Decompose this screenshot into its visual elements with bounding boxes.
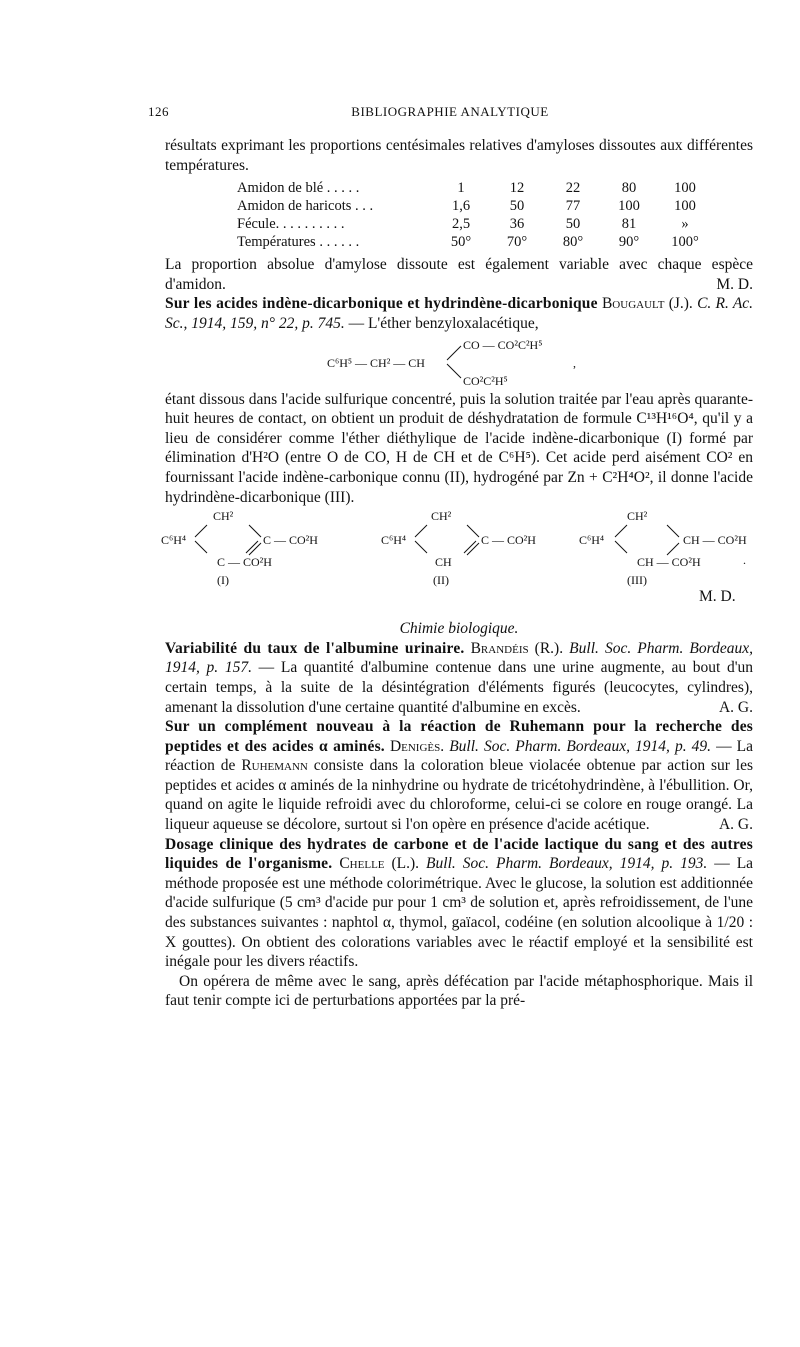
- structure-1-left: C⁶H⁴: [161, 533, 187, 548]
- amidon-cell: 22: [565, 180, 581, 197]
- article-title: Variabilité du taux de l'albumine urinaire.: [165, 639, 465, 657]
- running-title: BIBLIOGRAPHIE ANALYTIQUE: [351, 104, 549, 119]
- article-author: Bougault (J.).: [601, 295, 693, 313]
- article-albumine: [165, 639, 753, 717]
- structure-3-top: CH²: [627, 509, 648, 524]
- amidon-row-label: Amidon de blé . . . . .: [237, 180, 360, 197]
- article-body-start: — La réaction de: [165, 737, 754, 775]
- amidon-cell: 77: [565, 198, 581, 215]
- structure-3-bottom: CH — CO²H: [637, 555, 701, 570]
- amidon-cell: 12: [509, 180, 525, 197]
- structure-end-period: .: [743, 553, 746, 568]
- article-body: — La quantité d'albumine contenue dans une urine augmente, au bout d'un certain temps, à la suite de la désintégration d'éléments figurés (leucocytes, cylindres), amenant la dissolution d'une certaine quantité d'albumine en excès.: [165, 659, 754, 716]
- structure-2-label: (II): [433, 573, 449, 588]
- amidon-table-row: [237, 215, 713, 233]
- article-body-rest: consiste dans la coloration bleue violacée obtenue par action sur les peptides et acides α aminés de la ninhydrine ou hydrate de tricétohydrindène, à l'ébullition. Or, quand on agite le liquide refroidi avec du chloroforme, celui-ci se colore en rouge orangé. La liqueur aqueuse se décolore, surtout si l'on opère en présence d'acide acétique.: [165, 757, 754, 834]
- structure-2-top: CH²: [431, 509, 452, 524]
- article-dosage-continued: On opérera de même avec le sang, après défécation par l'acide métaphosphorique. Mais il faut tenir compte ici de perturbations apportées par la pré-: [165, 972, 753, 1010]
- signature: M. D.: [716, 275, 753, 293]
- structure-1-right: C — CO²H: [263, 533, 318, 548]
- amylose-note-text: La proportion absolue d'amylose dissoute est également variable avec chaque espèce d'amidon.: [165, 256, 753, 293]
- amidon-cell: 90°: [618, 234, 640, 251]
- article-title: Sur un complément nouveau à la réaction de Ruhemann pour la recherche des peptides et des acides α aminés.: [165, 718, 753, 755]
- page-number: 126: [148, 104, 169, 119]
- amidon-table: [237, 179, 713, 251]
- article-ruhemann: [165, 717, 753, 835]
- running-header: [148, 104, 752, 124]
- amidon-row-label: Amidon de haricots . . .: [237, 198, 374, 215]
- structure-3-left: C⁶H⁴: [579, 533, 605, 548]
- formula-left: C⁶H⁵ — CH² — CH: [327, 355, 425, 370]
- amidon-cell: 2,5: [451, 216, 471, 233]
- benzyloxalacetic-formula: [165, 334, 753, 390]
- amidon-cell: 70°: [506, 234, 528, 251]
- amidon-row-label: Fécule. . . . . . . . . .: [237, 216, 345, 233]
- article-dosage: [165, 835, 753, 972]
- article-body: — La méthode proposée est une méthode colorimétrique. Avec le glucose, la solution est additionnée d'acide sulfurique (5 cm³ d'acide pur pour 1 cm³ de solution et, après refroidissement, de l'une des substances suivantes : naphtol α, thymol, gaïacol, codéine (en solution alcoolique à 1/20 : X gouttes). On obtient des colorations variables avec le réactif employé et la sensibilité est inégale pour les divers réactifs.: [165, 855, 754, 971]
- amidon-cell: 100°: [671, 234, 699, 251]
- structure-2-left: C⁶H⁴: [381, 533, 407, 548]
- amidon-cell: 1: [457, 180, 465, 197]
- amidon-cell: 100: [618, 198, 640, 215]
- article-reference: Bull. Soc. Pharm. Bordeaux, 1914, p. 193.: [426, 855, 708, 873]
- structure-2-bottom: CH: [435, 555, 452, 570]
- intro-paragraph: résultats exprimant les proportions centésimales relatives d'amyloses dissoutes aux différentes températures.: [165, 137, 753, 174]
- structure-2-right: C — CO²H: [481, 533, 536, 548]
- amidon-cell: 81: [621, 216, 637, 233]
- amidon-table-row: [237, 179, 713, 197]
- article-title: Dosage clinique des hydrates de carbone et de l'acide lactique du sang et des autres liquides de l'organisme.: [165, 835, 753, 873]
- structure-1-top: CH²: [213, 509, 234, 524]
- article-indene: [165, 294, 753, 333]
- amidon-cell: 50: [565, 216, 581, 233]
- article-reference: C. R. Ac. Sc., 1914, 159, n° 22, p. 745.: [165, 295, 754, 332]
- amidon-cell: »: [681, 216, 689, 233]
- amidon-cell: 50°: [450, 234, 472, 251]
- structure-formulas: [161, 507, 753, 619]
- amidon-cell: 100: [674, 180, 696, 197]
- formula-bottom-branch: CO²C²H⁵: [463, 373, 508, 388]
- amylose-note: [165, 255, 753, 294]
- amidon-table-row: [237, 233, 713, 251]
- cited-author: Ruhemann: [241, 757, 308, 775]
- article-title: Sur les acides indène-dicarbonique et hydrindène-dicarbonique: [165, 295, 598, 313]
- signature: A. G.: [718, 698, 753, 716]
- article-indene-body: étant dissous dans l'acide sulfurique concentré, puis la solution traitée par l'eau après quarante-huit heures de contact, on obtient un produit de déshydratation de formule C¹³H¹⁶O⁴, qu'il y a lieu de considérer comme l'éther diéthylique de l'acide indène-dicarbonique (I) formé par élimination d'H²O (entre O de CO, H de CH et de C⁶H⁵). Cet acide perd aisément CO² en fournissant l'acide indène-carbonique connu (II), hydrogéné par Zn + C²H⁴O², il donne l'acide hydrindène-dicarbonique (III).: [165, 390, 753, 506]
- amidon-cell: 80°: [562, 234, 584, 251]
- formula-top-branch: CO — CO²C²H⁵: [463, 337, 543, 352]
- signature: A. G.: [718, 816, 753, 834]
- amidon-cell: 36: [509, 216, 525, 233]
- structure-1-bottom: C — CO²H: [217, 555, 272, 570]
- article-reference: Bull. Soc. Pharm. Bordeaux, 1914, p. 49.: [449, 737, 712, 755]
- article-author: Brandéis (R.).: [470, 639, 564, 657]
- article-author: Denigès.: [389, 737, 445, 755]
- amidon-cell: 50: [509, 198, 525, 215]
- text-column: [161, 136, 754, 1011]
- formula-bonds: [165, 334, 753, 390]
- amidon-table-row: [237, 197, 713, 215]
- amidon-cell: 100: [674, 198, 696, 215]
- article-author: Chelle (L.).: [339, 855, 420, 873]
- amidon-cell: 1,6: [451, 198, 471, 215]
- formula-comma: ,: [573, 355, 576, 370]
- signature: M. D.: [699, 588, 736, 606]
- structure-3-label: (III): [627, 573, 647, 588]
- amidon-cell: 80: [621, 180, 637, 197]
- section-heading: Chimie biologique.: [399, 620, 519, 638]
- amidon-row-label: Températures . . . . . .: [237, 234, 360, 251]
- article-reference: Bull. Soc. Pharm. Bordeaux, 1914, p. 157.: [165, 639, 753, 677]
- article-intro: — L'éther benzyloxalacétique,: [348, 314, 539, 332]
- structure-3-right: CH — CO²H: [683, 533, 747, 548]
- structure-1-label: (I): [217, 573, 229, 588]
